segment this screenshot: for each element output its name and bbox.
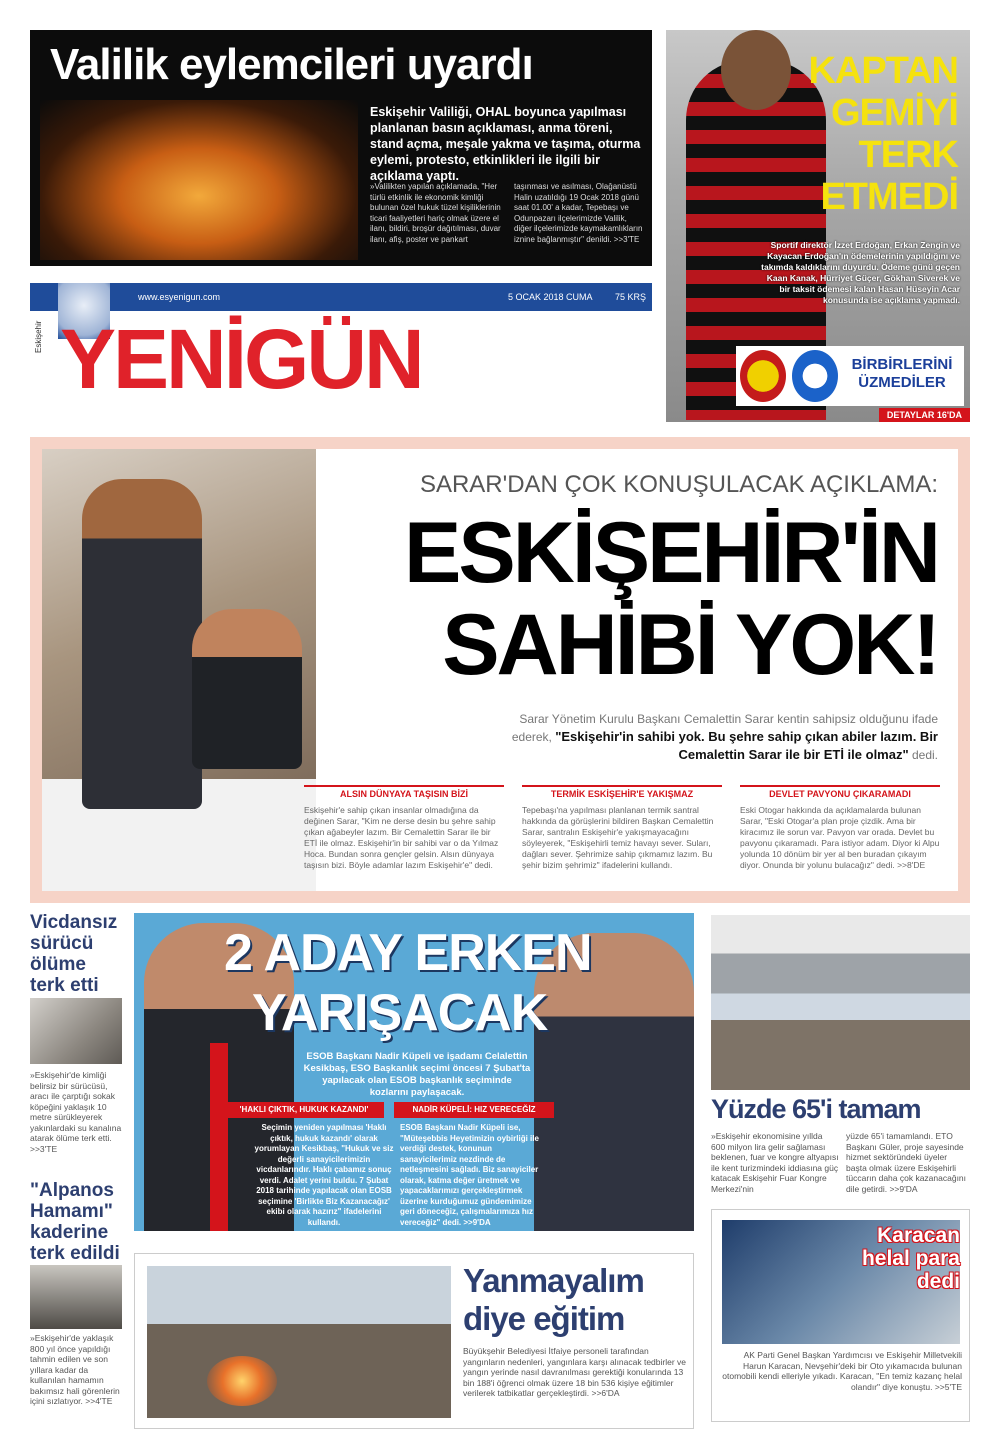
issue-price: 75 KRŞ [615, 292, 647, 302]
photo-man-standing [82, 479, 202, 809]
sports-summary: Sportif direktör İzzet Erdoğan, Erkan Zengin ve Kayacan Erdoğan'ın ödemelerinin yapıldığını ve takımda kaldıklarını duyurdu. Ödeme günü geçen Kaan Kanak, Hürriyet Güçer, Gökhan Siverek ve bir taksit ödemesi kalan Hasan Hüseyin Acar konusunda ise açıklama yapmadı. [761, 240, 960, 305]
top-story-headline[interactable]: Valilik eylemcileri uyardı [50, 40, 533, 89]
sports-story-box [666, 30, 970, 422]
photo-man-seated [192, 609, 302, 769]
erbaaspor-logo-icon [792, 350, 838, 402]
feature-column-3: Eski Otogar hakkında da açıklamalarda bulunan Sarar, "Eski Otogar'a plan proje çizdik. Ama bir kiracımız ile sorun var. Pavyon var orada. Devlet bu pavyonu çıkaramadı. Para istiyor adam. Diyor ki Alpu yolunda 10 dönüm bir yer al ben buradan çıkayım diyor. Onunda bir yolunu bulacağız" dedi. >>8'DE [740, 805, 940, 870]
driver-story-headline[interactable]: Vicdansız sürücü ölüme terk etti [30, 912, 118, 996]
red-tie-photo [210, 1043, 228, 1231]
feature-lead-quote: "Eskişehir'in sahibi yok. Bu şehre sahip çıkan abiler lazım. Bir Cemalettin Sarar ile bir ETİ ile olmaz" [555, 729, 938, 762]
feature-kicker: SARAR'DAN ÇOK KONUŞULACAK AÇIKLAMA: [419, 471, 938, 498]
fire-icon [207, 1356, 277, 1406]
bath-story-headline[interactable]: "Alpanos Hamamı" kaderine terk edildi [30, 1180, 120, 1264]
karacan-story-box [711, 1209, 970, 1422]
esob-tag-1: 'HAKLI ÇIKTIK, HUKUK KAZANDI' [224, 1102, 384, 1118]
fair-center-photo [711, 915, 970, 1090]
fire-training-headline[interactable]: Yanmayalım diye eğitim [463, 1262, 644, 1337]
feature-lead [482, 711, 938, 764]
esob-lead: ESOB Başkanı Nadir Küpeli ve işadamı Celalettin Kesikbaş, ESO Başkanlık seçimi öncesi 7 Şubat'ta yapılacak olan ESOB başkanlık seçiminde kozlarını paylaşacak. [303, 1051, 531, 1098]
feature-subhead-1: ALSIN DÜNYAYA TAŞISIN BİZİ [304, 785, 504, 799]
player-head-photo [721, 30, 791, 110]
fair-center-column-2: yüzde 65'i tamamlandı. ETO Başkanı Güler, proje sayesinde hizmet sektöründeki üyeler başta olmak üzere Eskişehirli tüccarın daha çok kazanacağını dile getirdi. >>9'DA [846, 1131, 967, 1194]
feature-headline-line-2[interactable]: SAHİBİ YOK! [442, 597, 938, 693]
esob-headline-line-1[interactable]: 2 ADAY ERKEN [224, 924, 592, 982]
esob-column-1: Seçimin yeniden yapılması 'Haklı çıktık, hukuk kazandı' olarak yorumlayan Kesikbaş, "Hukuk ve siz değerli sanayicilerimizin vicdanlarındır. Haklı çabamız sonuç verdi. Adalet yerini buldu. 7 Şubat 2018 tarihinde yapılacak olan EOSB seçimine 'Birlikte Biz Kazanacağız' ekibi olarak hazırız" ifadelerini kullandı. [254, 1123, 394, 1227]
feature-subhead-3: DEVLET PAVYONU ÇIKARAMADI [740, 785, 940, 799]
top-story-box [30, 30, 652, 266]
bath-story-text: »Eskişehir'de yaklaşık 800 yıl önce yapıldığı tahmin edilen ve son yıllara kadar da kullanılan hamamın bakımsız hali görenlerin içini sızlatıyor. >>4'TE [30, 1333, 120, 1406]
bath-story-photo [30, 1265, 122, 1329]
driver-story-photo [30, 998, 122, 1064]
club-badge-panel [736, 346, 964, 406]
fire-training-text: Büyükşehir Belediyesi İtfaiye personeli tarafından yangınların nedenleri, yangınlara karşı alınacak tedbirler ve yangın yerinde nasıl davranılması gerektiği konularında 13 bin 188'i öğrenci olmak üzere 18 bin 536 kişiye eğitimler verilerek tatbikatlar gerçekleştirdi. >>6'DA [463, 1346, 687, 1398]
club-badge-caption: BİRBİRLERİNİ ÜZMEDİLER [851, 356, 953, 391]
newspaper-logo: YENİGÜN [60, 312, 422, 406]
feature-lead-plain: Sarar Yönetim Kurulu Başkanı Cemalettin Sarar kentin sahipsiz olduğunu ifade ederek, [511, 712, 938, 744]
driver-story-text: »Eskişehir'de kimliği belirsiz bir sürücüsü, aracı ile çarptığı sokak köpeğini yaklaşık 10 metre sürükleyerek yakınlardaki su kanalına atarak ölüme terk etti. >>3'TE [30, 1070, 122, 1154]
esob-column-2: ESOB Başkanı Nadir Küpeli ise, "Müteşebbis Heyetimizin oybirliği ile verdiği destek, konunun sanayicilerimiz nezdinde de netleşmesini sağladı. Biz sanayiciler olarak, katma değer üretmek ve yapacaklarımızı gerçekleştirmek üzerine kurduğumuz gündemimize geri döneceğiz, çalışmalarımıza hız vereceğiz" dedi. >>9'DA [400, 1123, 539, 1227]
top-story-lead: Eskişehir Valiliği, OHAL boyunca yapılması planlanan basın açıklaması, anma töreni, stand açma, meşale yakma ve taşıma, oturma eylemi, protesto, etkinlikleri ile ilgili bir açıklama yaptı. [370, 105, 641, 183]
esob-story-box [134, 913, 694, 1231]
eskisehirspor-logo-icon [740, 350, 786, 402]
karacan-headline[interactable]: Karacan helal para dedi [861, 1224, 960, 1293]
esob-headline-line-2[interactable]: YARIŞACAK [252, 984, 548, 1042]
fire-training-photo [147, 1266, 451, 1418]
sports-headline[interactable]: KAPTAN GEMİYİ TERK ETMEDİ [808, 50, 958, 218]
feature-subhead-2: TERMİK ESKİŞEHİR'E YAKIŞMAZ [522, 785, 722, 799]
esob-tag-2: NADİR KÜPELİ: HIZ VERECEĞİZ [394, 1102, 554, 1118]
top-story-column-2: taşınması ve asılması, Olağanüstü Halin uzatıldığı 19 Ocak 2018 günü saat 01.00' a kadar, Tepebaşı ve Odunpazarı ilçelerimizde Valilik, diğer ilçelerimizde kaymakamlıkların iznine bağlanmıştır" denildi. >>3'TE [514, 182, 643, 244]
sports-detail-link[interactable]: DETAYLAR 16'DA [879, 408, 970, 422]
karacan-story-text: AK Parti Genel Başkan Yardımcısı ve Eskişehir Milletvekili Harun Karacan, Nevşehir'deki bir Oto yıkamacıda bulunan otomobili kendi elleriyle yıkadı. Karacan, "En temiz kazanç helal olandır" diye konuştu. >>5'TE [722, 1350, 962, 1392]
masthead [30, 283, 652, 410]
governorship-building-photo [40, 100, 358, 260]
feature-story-box [30, 437, 970, 903]
fair-center-column-1: »Eskişehir ekonomisine yıllda 600 milyon lira gelir sağlaması beklenen, fuar ve kongre altyapısı ile kent turizmindeki iddiasına güç katacak Eskişehir Fuar Kongre Merkezi'nin [711, 1131, 839, 1194]
sarar-photo [42, 449, 316, 891]
feature-column-1: Eskişehir'e sahip çıkan insanlar olmadığına da değinen Sarar, "Kim ne derse desin bu şehre sahip çıkan ağabeyler lazım. Bir Cemalettin Sarar ile bir ETİ ile olmaz. Eskişehir'in bir sahibi var o da Yılmaz Hoca. Bundan sonra gençler gelsin. Alsın dünyaya taşısın bizi. Böyle adamlar lazım Eskişehir'e" dedi. [304, 805, 499, 870]
fair-center-headline[interactable]: Yüzde 65'i tamam [711, 1094, 921, 1124]
feature-column-2: Tepebaşı'na yapılması planlanan termik santral hakkında da görüşlerini bildiren Başkan Cemalettin Sarar, santralın Eskişehir'e yakışmayacağını söyleyerek, "Eskişehirli temiz havayı sever. Suları, dağları sever. Şehrimize sahip çıkmamız lazım. Bu şehir bizim şehrimiz" ifadelerini kullandı. [522, 805, 714, 870]
website-url[interactable]: www.esyenigun.com [138, 292, 221, 302]
feature-lead-end: dedi. [908, 748, 938, 762]
top-story-column-1: »Valilikten yapılan açıklamada, "Her türlü etkinlik ile ekonomik kimliği bulunan özel hukuk tüzel kişiliklerinin ticari faaliyetleri hariç olmak üzere el ilanı, bildiri, broşür dağıtılması, duvar ilanı, afiş, poster ve pankart [370, 182, 501, 244]
feature-headline-line-1[interactable]: ESKİŞEHİR'İN [403, 505, 938, 601]
fire-training-story-box [134, 1253, 694, 1429]
issue-date: 5 OCAK 2018 CUMA [508, 292, 593, 302]
masthead-info-bar [30, 283, 652, 311]
feature-inner [42, 449, 958, 891]
masthead-city-label: Eskişehir [34, 320, 43, 353]
